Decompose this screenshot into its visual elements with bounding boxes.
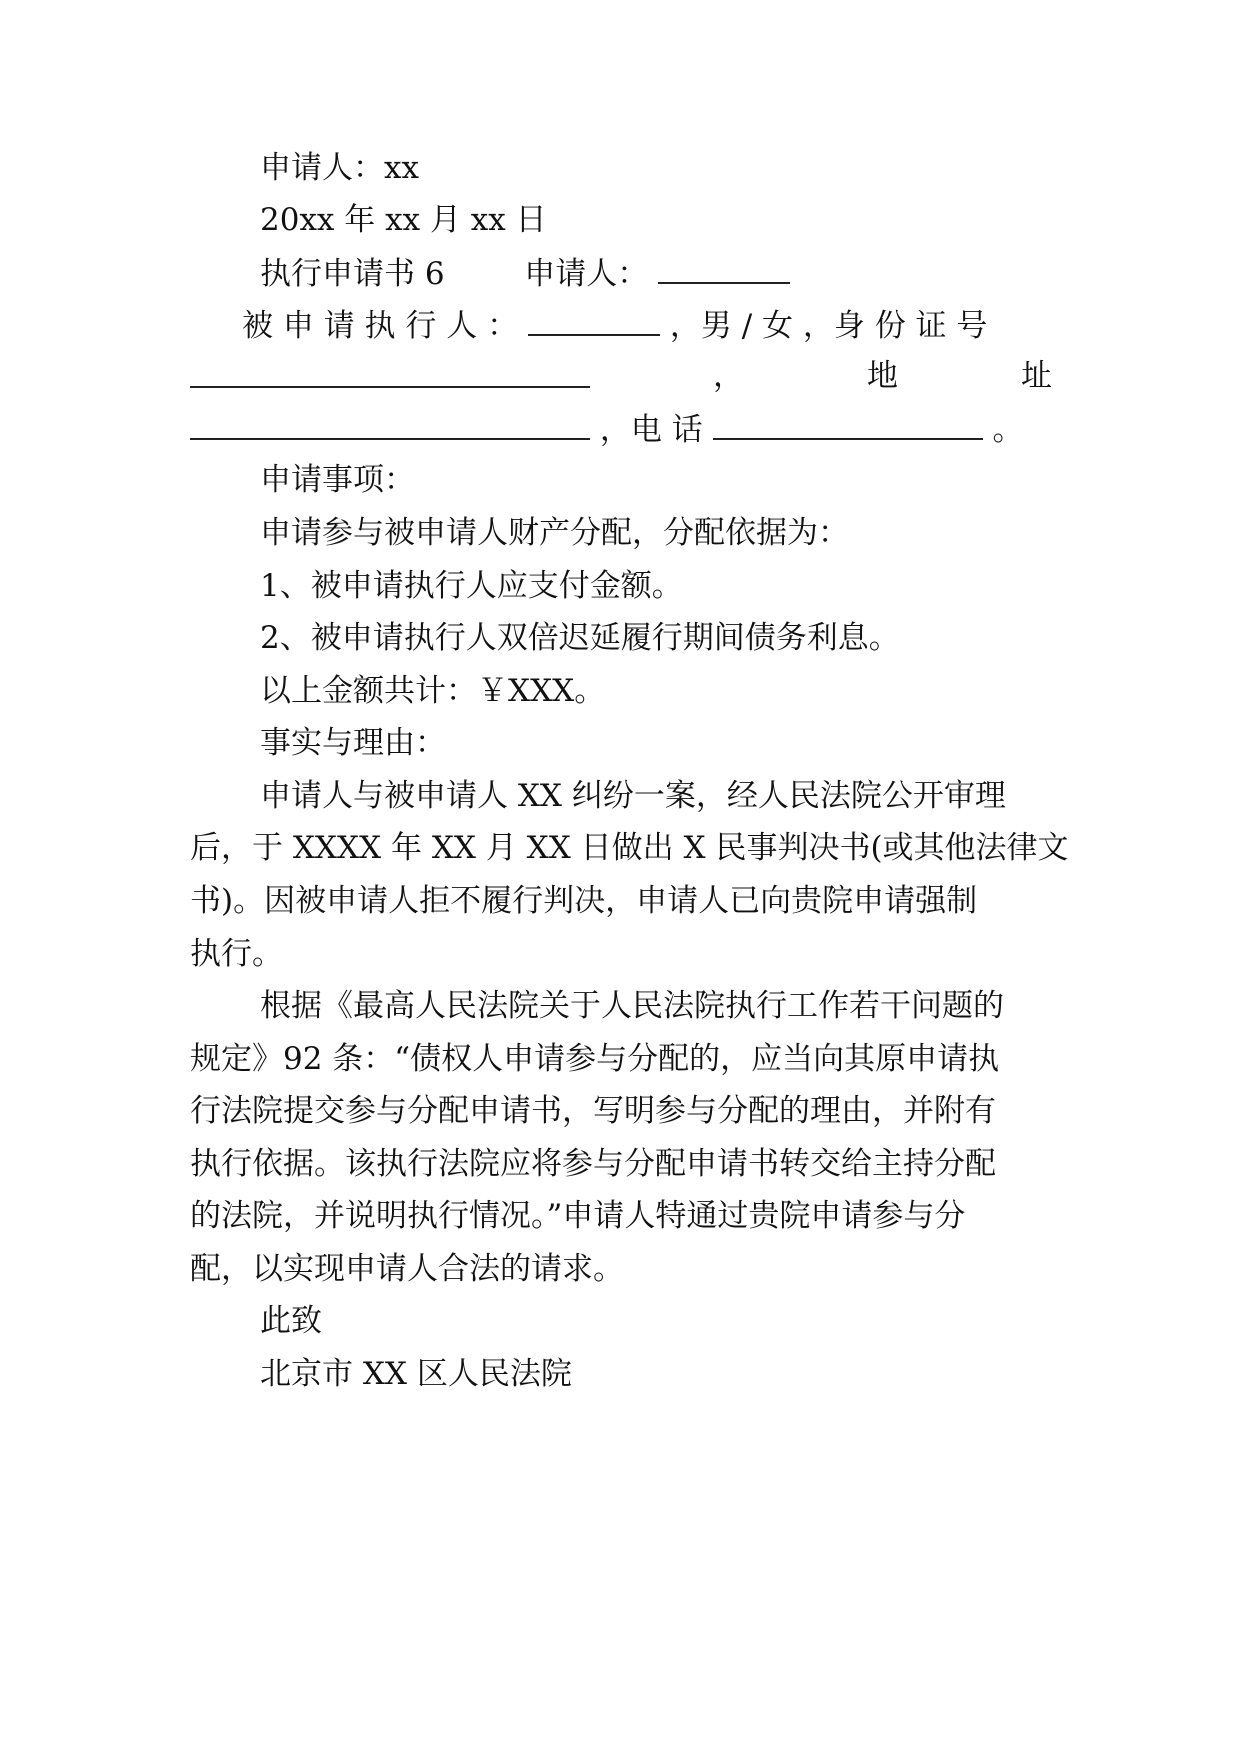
id-number-blank bbox=[190, 356, 590, 388]
date-line: 20xx 年 xx 月 xx 日 bbox=[260, 202, 547, 238]
address-label-2: 址 bbox=[1021, 358, 1052, 394]
comma: ， bbox=[713, 358, 744, 394]
respondent-label: 被 申 请 执 行 人 ： bbox=[242, 308, 519, 344]
facts-p1-line1: 申请人与被申请人 XX 纠纷一案，经人民法院公开审理 bbox=[260, 778, 1006, 814]
id-address-line bbox=[190, 356, 1052, 396]
period: 。 bbox=[992, 412, 1024, 448]
item-2: 2、被申请执行人双倍迟延履行期间债务利息。 bbox=[260, 620, 900, 656]
form-title-line bbox=[190, 252, 1052, 292]
court-name: 北京市 XX 区人民法院 bbox=[260, 1356, 572, 1392]
facts-p2-line2: 规定》92 条：“债权人申请参与分配的，应当向其原申请执 bbox=[190, 1041, 1000, 1077]
facts-p1-line4: 执行。 bbox=[190, 936, 283, 972]
items-intro: 申请参与被申请人财产分配，分配依据为： bbox=[260, 515, 849, 551]
facts-p2-line3: 行法院提交参与分配申请书，写明参与分配的理由，并附有 bbox=[190, 1093, 996, 1129]
applicant-blank bbox=[658, 252, 790, 284]
respondent-blank bbox=[528, 304, 660, 336]
items-heading: 申请事项： bbox=[260, 462, 415, 498]
facts-p2-line1: 根据《最高人民法院关于人民法院执行工作若干问题的 bbox=[260, 988, 1004, 1024]
phone-label: ，电 话 bbox=[599, 412, 703, 448]
address-label-1: 地 bbox=[867, 358, 898, 394]
item-1: 1、被申请执行人应支付金额。 bbox=[260, 568, 683, 604]
total-amount: 以上金额共计：￥XXX。 bbox=[260, 673, 606, 709]
respondent-line bbox=[190, 304, 1052, 344]
facts-p2-line5: 的法院，并说明执行情况。”申请人特通过贵院申请参与分 bbox=[190, 1198, 966, 1234]
address-blank bbox=[190, 408, 590, 440]
facts-p1-line2: 后，于 XXXX 年 XX 月 XX 日做出 X 民事判决书(或其他法律文 bbox=[190, 830, 1069, 866]
address-phone-line bbox=[190, 408, 1052, 448]
facts-p1-line3: 书)。因被申请人拒不履行判决，申请人已向贵院申请强制 bbox=[190, 883, 978, 919]
facts-heading: 事实与理由： bbox=[260, 725, 446, 761]
salutation: 此致 bbox=[260, 1303, 322, 1339]
facts-p2-line4: 执行依据。该执行法院应将参与分配申请书转交给主持分配 bbox=[190, 1146, 996, 1182]
applicant-signature: 申请人：xx bbox=[260, 150, 419, 186]
form-title: 执行申请书 6 bbox=[260, 256, 445, 292]
phone-blank bbox=[713, 408, 983, 440]
applicant-label: 申请人： bbox=[524, 256, 649, 292]
facts-p2-line6: 配，以实现申请人合法的请求。 bbox=[190, 1251, 624, 1287]
gender-id-label: ，男 / 女 ，身 份 证 号 bbox=[669, 308, 988, 344]
